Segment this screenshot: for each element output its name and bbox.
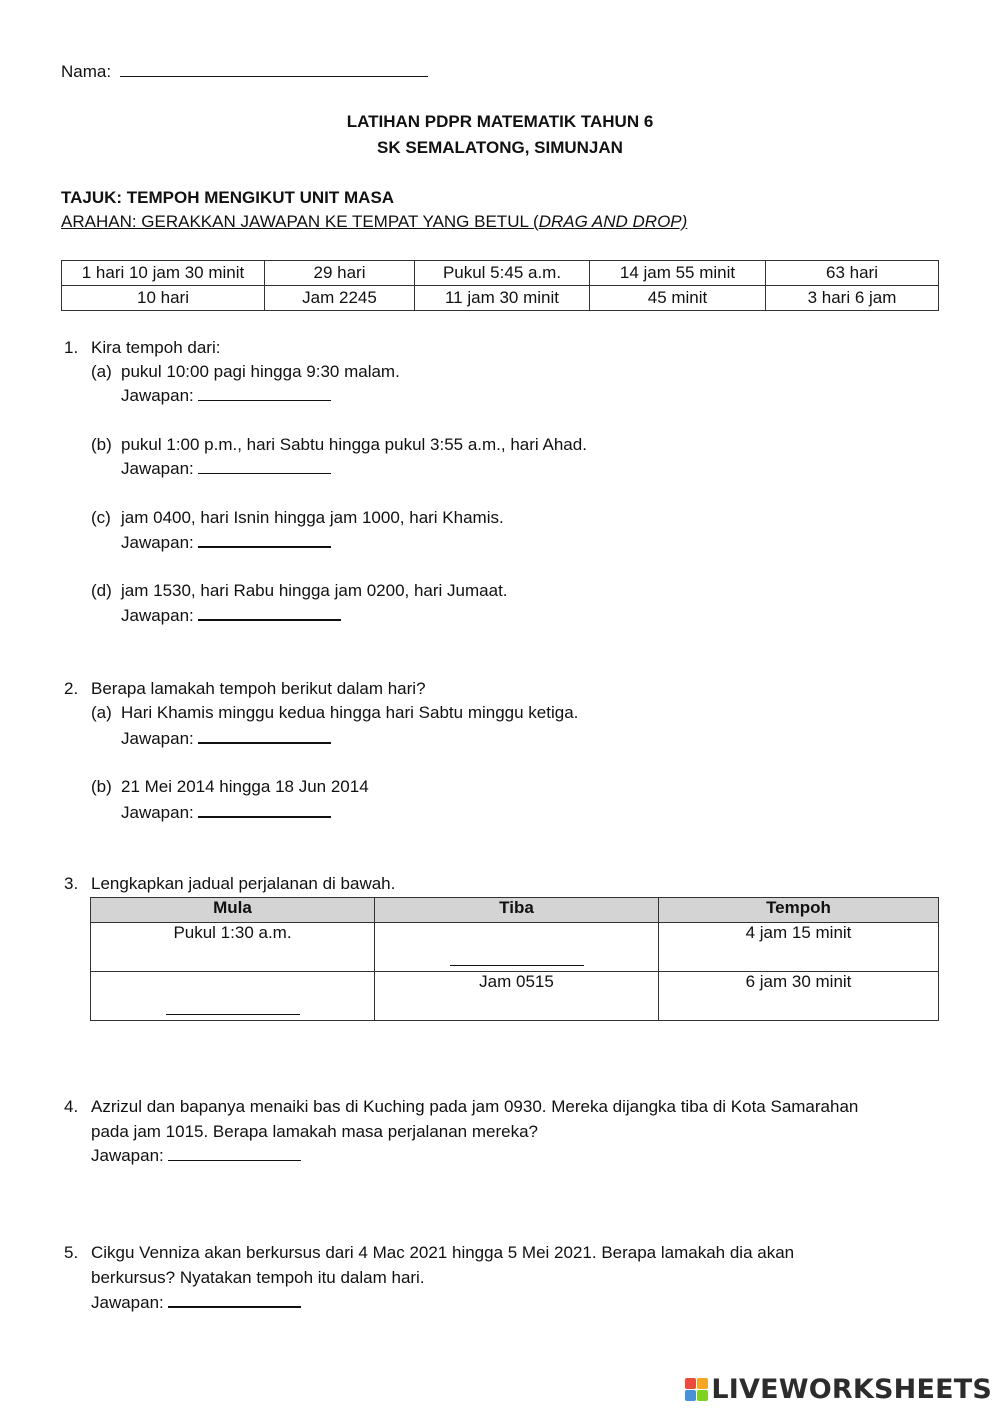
q3-number: 3. <box>64 874 79 893</box>
title-line-2: SK SEMALATONG, SIMUNJAN <box>377 138 623 157</box>
q2-number: 2. <box>64 679 79 698</box>
name-row <box>61 62 428 82</box>
cell-text: 4 jam 15 minit <box>745 923 852 942</box>
answer-label: Jawapan: <box>121 729 194 748</box>
logo-square <box>685 1378 696 1389</box>
q1a-label: (a) <box>91 362 112 381</box>
q3-text: Lengkapkan jadual perjalanan di bawah. <box>91 874 396 893</box>
answer-drop-zone[interactable] <box>198 532 331 548</box>
answer-chip[interactable]: 63 hari <box>766 261 939 286</box>
q5-line-2: berkursus? Nyatakan tempoh itu dalam hari. <box>91 1268 425 1287</box>
title-line-1: LATIHAN PDPR MATEMATIK TAHUN 6 <box>346 112 654 131</box>
answer-chip[interactable]: Jam 2245 <box>265 286 415 311</box>
travel-row <box>91 923 939 972</box>
header-mula: Mula <box>91 898 375 923</box>
travel-header-row <box>91 898 939 923</box>
answer-drop-zone[interactable] <box>198 386 331 401</box>
q5-answer <box>91 1292 301 1313</box>
answer-drop-zone[interactable] <box>198 605 341 621</box>
answer-bank-table <box>61 260 939 311</box>
q1c-label: (c) <box>91 508 111 527</box>
q1a-text: pukul 10:00 pagi hingga 9:30 malam. <box>121 362 400 381</box>
answer-drop-zone[interactable] <box>198 459 331 474</box>
q1-text: Kira tempoh dari: <box>91 338 221 357</box>
topic-heading: TAJUK: TEMPOH MENGIKUT UNIT MASA <box>61 188 395 207</box>
travel-cell <box>91 923 375 972</box>
answer-label: Jawapan: <box>121 803 194 822</box>
q2a-text: Hari Khamis minggu kedua hingga hari Sabtu minggu ketiga. <box>121 703 579 722</box>
q1c-text: jam 0400, hari Isnin hingga jam 1000, hari Khamis. <box>121 508 504 527</box>
brand-name: LIVEWORKSHEETS <box>711 1374 992 1405</box>
q5-number: 5. <box>64 1243 79 1262</box>
answer-chip[interactable]: 14 jam 55 minit <box>590 261 766 286</box>
q2b-text: 21 Mei 2014 hingga 18 Jun 2014 <box>121 777 369 796</box>
q4-line-1: Azrizul dan bapanya menaiki bas di Kuching pada jam 0930. Mereka dijangka tiba di Kota Samarahan <box>91 1097 859 1116</box>
answer-drop-zone[interactable] <box>450 965 584 966</box>
header-tempoh: Tempoh <box>659 898 939 923</box>
answer-chip[interactable]: 10 hari <box>62 286 265 311</box>
q1b-answer <box>121 459 331 479</box>
header-tiba: Tiba <box>375 898 659 923</box>
q2-text: Berapa lamakah tempoh berikut dalam hari? <box>91 679 426 698</box>
answer-drop-zone[interactable] <box>198 728 331 744</box>
travel-row <box>91 972 939 1021</box>
instruction-text: ARAHAN: GERAKKAN JAWAPAN KE TEMPAT YANG BETUL ( <box>61 212 539 231</box>
answer-chip[interactable]: 29 hari <box>265 261 415 286</box>
instruction-italic: DRAG AND DROP) <box>538 212 688 231</box>
answer-drop-zone[interactable] <box>168 1292 301 1308</box>
q1a-answer <box>121 386 331 406</box>
q4-answer <box>91 1146 301 1166</box>
q2b-label: (b) <box>91 777 112 796</box>
travel-cell <box>91 972 375 1021</box>
answer-chip[interactable]: Pukul 5:45 a.m. <box>415 261 590 286</box>
answer-label: Jawapan: <box>121 533 194 552</box>
logo-square <box>697 1390 708 1401</box>
answer-label: Jawapan: <box>121 606 194 625</box>
travel-cell <box>375 972 659 1021</box>
q2a-answer <box>121 728 331 749</box>
name-label: Nama: <box>61 62 112 81</box>
answer-chip[interactable]: 11 jam 30 minit <box>415 286 590 311</box>
cell-text: Pukul 1:30 a.m. <box>173 923 292 942</box>
answer-chip[interactable]: 3 hari 6 jam <box>766 286 939 311</box>
travel-table <box>90 897 939 1021</box>
answer-drop-zone[interactable] <box>168 1146 301 1161</box>
q1d-text: jam 1530, hari Rabu hingga jam 0200, hari Jumaat. <box>121 581 508 600</box>
travel-cell <box>659 923 939 972</box>
answer-chip[interactable]: 45 minit <box>590 286 766 311</box>
answer-label: Jawapan: <box>91 1293 164 1312</box>
answer-bank-row <box>62 261 939 286</box>
q1b-text: pukul 1:00 p.m., hari Sabtu hingga pukul 3:55 a.m., hari Ahad. <box>121 435 587 454</box>
travel-cell <box>659 972 939 1021</box>
instruction <box>61 212 687 232</box>
q1d-answer <box>121 605 341 626</box>
answer-drop-zone[interactable] <box>198 802 331 818</box>
answer-label: Jawapan: <box>121 459 194 478</box>
q5-line-1: Cikgu Venniza akan berkursus dari 4 Mac 2021 hingga 5 Mei 2021. Berapa lamakah dia akan <box>91 1243 795 1262</box>
q4-number: 4. <box>64 1097 79 1116</box>
logo-mark-icon <box>685 1378 708 1401</box>
logo-square <box>685 1390 696 1401</box>
answer-drop-zone[interactable] <box>166 1014 300 1015</box>
q1d-label: (d) <box>91 581 112 600</box>
q4-line-2: pada jam 1015. Berapa lamakah masa perjalanan mereka? <box>91 1122 538 1141</box>
q1b-label: (b) <box>91 435 112 454</box>
answer-label: Jawapan: <box>121 386 194 405</box>
q2b-answer <box>121 802 331 823</box>
logo-square <box>697 1378 708 1389</box>
q1-number: 1. <box>64 338 79 357</box>
liveworksheets-logo <box>685 1374 992 1405</box>
travel-cell <box>375 923 659 972</box>
answer-chip[interactable]: 1 hari 10 jam 30 minit <box>62 261 265 286</box>
name-blank[interactable] <box>120 62 428 77</box>
q2a-label: (a) <box>91 703 112 722</box>
cell-text: Jam 0515 <box>479 972 554 991</box>
answer-label: Jawapan: <box>91 1146 164 1165</box>
answer-bank-row <box>62 286 939 311</box>
q1c-answer <box>121 532 331 553</box>
cell-text: 6 jam 30 minit <box>745 972 852 991</box>
